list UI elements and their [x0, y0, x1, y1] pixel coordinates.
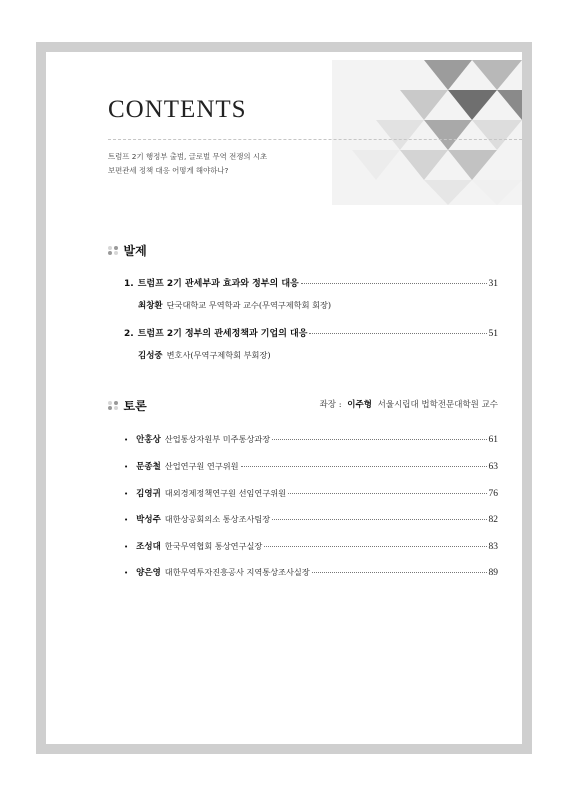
entry-number: 1. [124, 279, 134, 289]
section-heading-label: 발제 [123, 244, 147, 258]
triangle-pattern-decoration [332, 60, 522, 205]
discussant-entry-2[interactable] [124, 460, 498, 472]
bullet-icon: • [124, 543, 129, 551]
section-heading-discussion [108, 397, 147, 414]
author-affiliation: 단국대학교 무역학과 교수(무역구제학회 회장) [166, 300, 332, 310]
presentation-author-2 [138, 349, 271, 361]
section-heading-presentations [108, 242, 147, 259]
presentation-entry-1[interactable] [124, 276, 498, 289]
author-name: 최창환 [138, 301, 163, 311]
entry-title: 트럼프 2기 정부의 관세정책과 기업의 대응 [137, 329, 308, 339]
discussant-name: 문종철 [136, 462, 161, 472]
dot-leader [312, 572, 487, 573]
discussant-affiliation: 대한상공회의소 통상조사팀장 [164, 514, 271, 524]
entry-page-number: 61 [488, 435, 498, 445]
author-affiliation: 변호사(무역구제학회 부회장) [166, 350, 271, 360]
bullet-icon: • [124, 463, 129, 471]
dot-leader [264, 546, 486, 547]
section-bullet-icon [108, 246, 118, 256]
bullet-icon: • [124, 516, 129, 524]
discussant-affiliation: 대외경제정책연구원 선임연구위원 [164, 488, 287, 498]
entry-page-number: 82 [488, 515, 498, 525]
dot-leader [241, 466, 487, 467]
bullet-icon: • [124, 490, 129, 498]
bullet-icon: • [124, 569, 129, 577]
dot-leader [272, 439, 486, 440]
section-bullet-icon [108, 401, 118, 411]
discussant-entry-6[interactable] [124, 566, 498, 578]
discussant-name: 김영귀 [136, 489, 161, 499]
entry-page-number: 76 [488, 489, 498, 499]
moderator-line [320, 398, 498, 410]
discussant-entry-5[interactable] [124, 540, 498, 552]
page-title: CONTENTS [108, 96, 247, 123]
title-divider [108, 139, 522, 140]
entry-page-number: 63 [488, 462, 498, 472]
entry-number: 2. [124, 329, 134, 339]
discussant-entry-1[interactable] [124, 433, 498, 445]
discussant-affiliation: 산업연구원 연구위원 [164, 461, 239, 471]
subtitle-line-1: 트럼프 2기 행정부 출범, 글로벌 무역 전쟁의 시초 [108, 152, 268, 161]
dot-leader [309, 333, 486, 334]
bullet-icon: • [124, 436, 129, 444]
entry-page-number: 31 [488, 279, 498, 289]
discussant-name: 조성대 [136, 542, 161, 552]
page-content [46, 52, 522, 744]
presentation-entry-2[interactable] [124, 326, 498, 339]
discussant-name: 박성주 [136, 515, 161, 525]
discussant-affiliation: 대한무역투자진흥공사 지역통상조사실장 [164, 567, 310, 577]
page-subtitle [108, 150, 267, 178]
entry-title: 트럼프 2기 관세부과 효과와 정부의 대응 [137, 279, 299, 289]
entry-page-number: 51 [488, 329, 498, 339]
subtitle-line-2: 보편관세 정책 대응 어떻게 해야하나? [108, 166, 229, 175]
moderator-name: 이주형 [347, 400, 372, 410]
moderator-affiliation: 서울시립대 법학전문대학원 교수 [377, 400, 498, 410]
dot-leader [301, 283, 487, 284]
dot-leader [288, 493, 486, 494]
discussant-name: 안홍상 [136, 435, 161, 445]
section-heading-label: 토론 [123, 399, 147, 413]
dot-leader [272, 519, 486, 520]
discussant-entry-3[interactable] [124, 487, 498, 499]
discussant-entry-4[interactable] [124, 513, 498, 525]
author-name: 김성중 [138, 351, 163, 361]
discussant-name: 양은영 [136, 568, 161, 578]
presentation-author-1 [138, 299, 331, 311]
discussant-affiliation: 한국무역협회 통상연구실장 [164, 541, 263, 551]
moderator-role: 좌장 : [319, 400, 342, 410]
entry-page-number: 83 [488, 542, 498, 552]
entry-page-number: 89 [488, 568, 498, 578]
discussant-affiliation: 산업통상자원부 미주통상과장 [164, 434, 271, 444]
page-frame [36, 42, 532, 754]
